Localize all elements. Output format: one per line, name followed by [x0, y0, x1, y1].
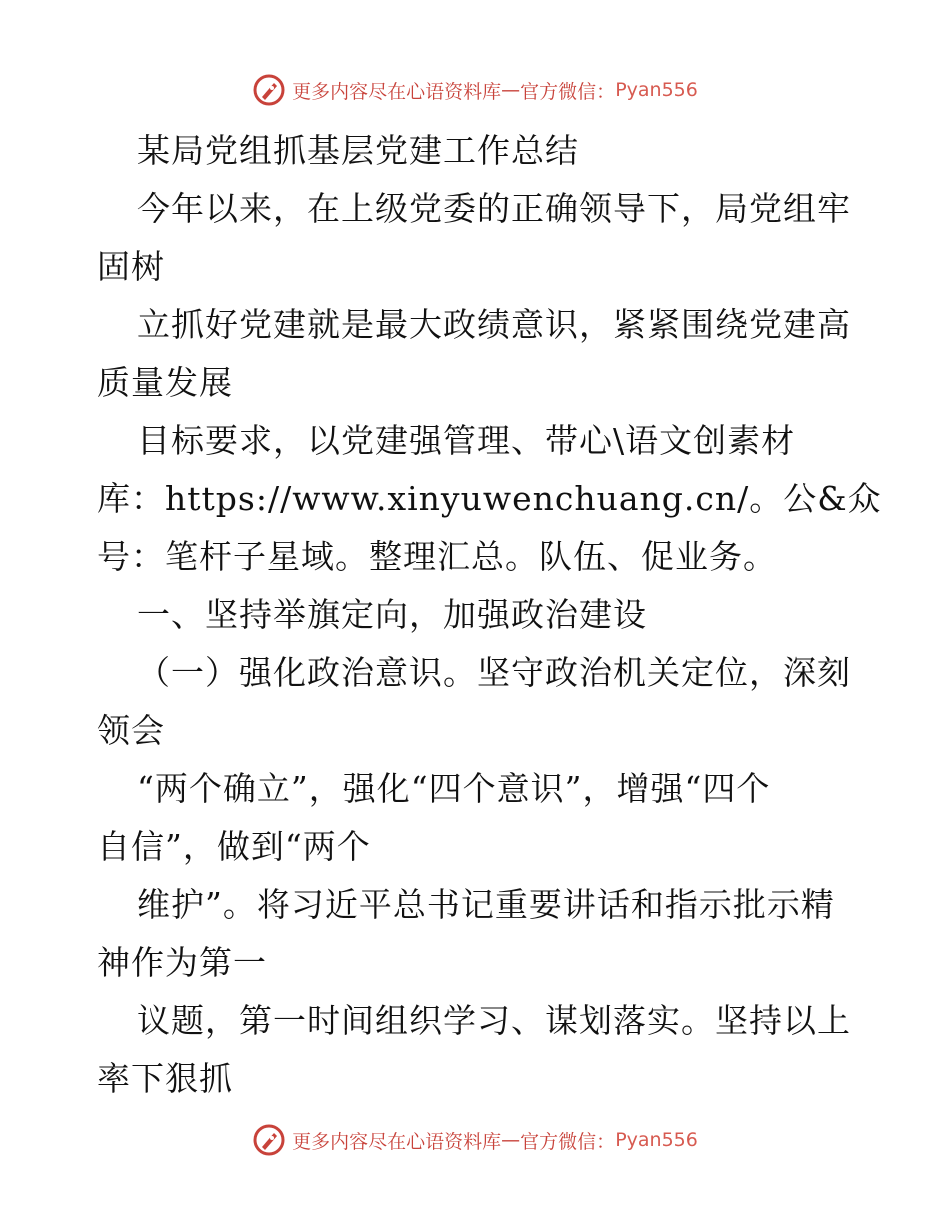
header-banner — [0, 70, 950, 110]
paragraph-line: （一）强化政治意识。坚守政治机关定位，深刻 — [137, 653, 851, 692]
header-banner-dash: — — [501, 79, 521, 101]
paragraph-line: 神作为第一 — [97, 943, 267, 982]
header-wechat-id: Pyan556 — [615, 79, 698, 101]
paragraph-line: 立抓好党建就是最大政绩意识，紧紧围绕党建高 — [137, 305, 851, 344]
document-title: 某局党组抓基层党建工作总结 — [137, 131, 579, 170]
paragraph-line: 议题，第一时间组织学习、谋划落实。坚持以上 — [137, 1001, 851, 1040]
footer-banner-text: 更多内容尽在心语资料库 — [292, 1130, 502, 1153]
document-body — [97, 122, 882, 1108]
footer-wechat-id: Pyan556 — [615, 1129, 698, 1151]
paragraph-line: 目标要求，以党建强管理、带心\语文创素材 — [137, 421, 796, 460]
paragraph-line: “两个确立”，强化“四个意识”，增强“四个 — [137, 769, 771, 808]
paragraph-line: 质量发展 — [97, 363, 233, 402]
pen-nib-logo-icon — [252, 1123, 286, 1157]
paragraph-line: 号：笔杆子星域。整理汇总。队伍、促业务。 — [97, 537, 777, 576]
paragraph-line: 今年以来，在上级党委的正确领导下，局党组牢 — [137, 189, 851, 228]
footer-banner — [0, 1120, 950, 1160]
section-heading: 一、坚持举旗定向，加强政治建设 — [137, 595, 647, 634]
pen-nib-logo-icon — [252, 73, 286, 107]
header-banner-text: 更多内容尽在心语资料库 — [292, 80, 502, 103]
footer-banner-dash: — — [501, 1129, 521, 1151]
paragraph-line: 固树 — [97, 247, 165, 286]
paragraph-line: 维护”。将习近平总书记重要讲话和指示批示精 — [137, 885, 835, 924]
paragraph-line: 自信”，做到“两个 — [97, 827, 371, 866]
header-wechat-label: 官方微信： — [520, 80, 616, 103]
paragraph-line: 领会 — [97, 711, 165, 750]
paragraph-line: 库：https://www.xinyuwenchuang.cn/。公&众 — [97, 479, 882, 518]
paragraph-line: 率下狠抓 — [97, 1059, 233, 1098]
footer-wechat-label: 官方微信： — [520, 1130, 616, 1153]
